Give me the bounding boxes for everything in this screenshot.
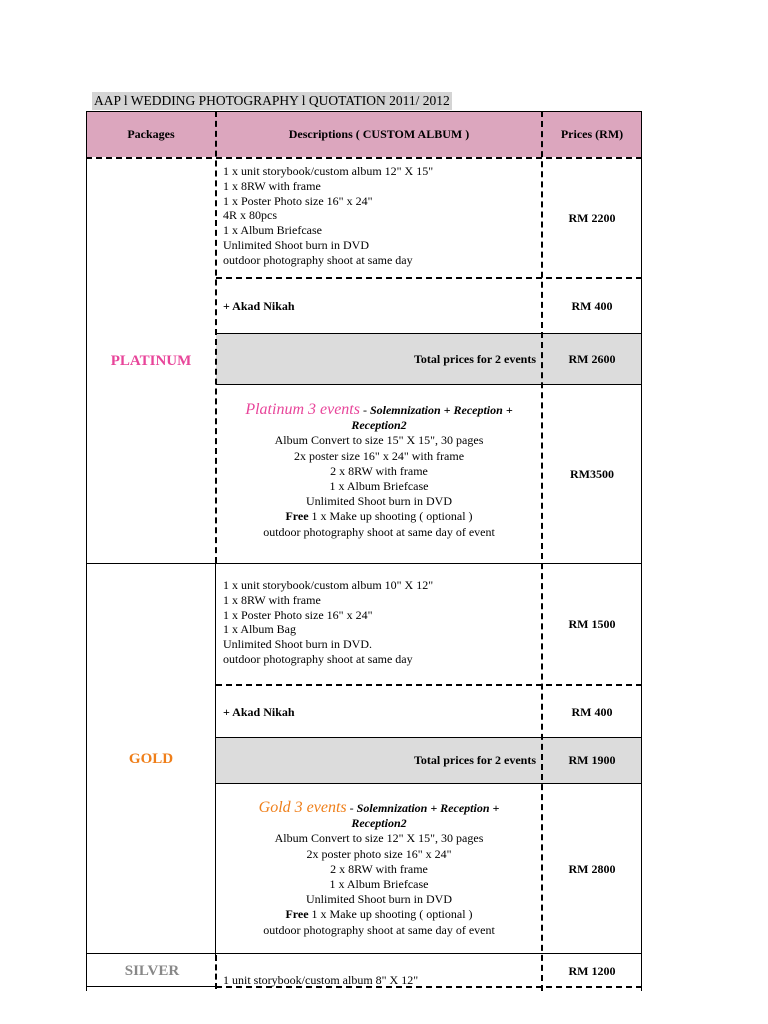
list-item: Album Convert to size 15" X 15", 30 pages	[274, 433, 484, 448]
list-item: 2 x 8RW with frame	[330, 463, 428, 478]
package-gold: GOLD	[128, 750, 174, 767]
row-divider	[216, 783, 642, 784]
table-border-left	[86, 111, 87, 991]
header-divider	[86, 157, 642, 159]
separator: -	[346, 801, 357, 815]
list-item: outdoor photography shoot at same day of event	[263, 524, 495, 539]
gold-akad-price: RM 400	[571, 704, 613, 719]
free-text: 1 x Make up shooting ( optional )	[308, 509, 473, 524]
gold-total-price: RM 1900	[542, 738, 642, 783]
column-divider	[215, 955, 217, 989]
list-item	[216, 907, 542, 922]
platinum-events-subtitle: Solemnization + Reception +	[369, 403, 513, 417]
list-item: 2x poster size 16" x 24" with frame	[293, 448, 465, 463]
list-item: outdoor photography shoot at same day of event	[263, 922, 495, 937]
column-divider	[215, 563, 216, 955]
list-item: Album Convert to size 12" X 15", 30 pages	[274, 831, 484, 846]
column-divider	[541, 111, 543, 991]
platinum-description	[216, 164, 542, 276]
list-item: 1 x Poster Photo size 16" x 24"	[223, 193, 373, 208]
package-platinum: PLATINUM	[110, 352, 192, 369]
gold-events-price: RM 2800	[568, 861, 616, 876]
gold-akad-label: + Akad Nikah	[223, 704, 295, 719]
platinum-3-events	[216, 402, 542, 547]
platinum-price: RM 2200	[568, 210, 616, 225]
list-item: outdoor photography shoot at same day	[223, 252, 413, 267]
list-item: outdoor photography shoot at same day	[223, 651, 413, 666]
header-descriptions: Descriptions ( CUSTOM ALBUM )	[216, 111, 542, 157]
list-item: Unlimited Shoot burn in DVD	[306, 494, 452, 509]
free-text: 1 x Make up shooting ( optional )	[308, 907, 473, 922]
free-label: Free	[285, 509, 309, 524]
section-divider	[86, 953, 642, 954]
row-divider	[216, 684, 642, 686]
list-item: Unlimited Shoot burn in DVD	[306, 892, 452, 907]
gold-total-label: Total prices for 2 events	[216, 738, 542, 783]
column-divider	[215, 111, 217, 563]
gold-3-events	[216, 800, 542, 945]
platinum-akad-label: + Akad Nikah	[223, 298, 295, 313]
silver-cell-bottom	[86, 986, 216, 987]
header-packages: Packages	[86, 111, 216, 157]
table-border-bottom	[216, 986, 642, 988]
silver-first-item: 1 unit storybook/custom album 8" X 12"	[223, 973, 419, 987]
list-item: 1 x unit storybook/custom album 10" X 12"	[223, 578, 434, 592]
list-item: 1 x Album Briefcase	[223, 223, 322, 238]
list-item: 2 x 8RW with frame	[330, 861, 428, 876]
row-divider	[216, 737, 642, 738]
platinum-total-price: RM 2600	[542, 334, 642, 384]
list-item: 4R x 80pcs	[223, 208, 277, 223]
gold-events-subtitle-2: Reception2	[351, 816, 407, 831]
row-divider	[216, 277, 642, 279]
list-item: 2x poster photo size 16" x 24"	[306, 846, 452, 861]
row-divider	[216, 333, 642, 334]
list-item: 1 x Album Briefcase	[329, 877, 429, 892]
row-divider	[216, 384, 642, 385]
document-title: AAP l WEDDING PHOTOGRAPHY l QUOTATION 2011/ 2012	[94, 93, 450, 108]
gold-description	[216, 578, 542, 678]
package-silver: SILVER	[124, 962, 180, 979]
list-item: 1 x 8RW with frame	[223, 178, 321, 193]
list-item	[216, 509, 542, 524]
gold-events-subtitle: Solemnization + Reception +	[356, 801, 500, 815]
list-item: 1 x unit storybook/custom album 12" X 15"	[223, 164, 434, 178]
platinum-events-price: RM3500	[570, 466, 614, 481]
free-label: Free	[285, 907, 309, 922]
platinum-akad-price: RM 400	[571, 298, 613, 313]
header-prices: Prices (RM)	[542, 111, 642, 157]
table-border-right	[641, 111, 642, 991]
platinum-total-label: Total prices for 2 events	[216, 334, 542, 384]
platinum-events-title: Platinum 3 events	[245, 402, 360, 418]
platinum-events-subtitle-2: Reception2	[351, 418, 407, 433]
list-item: Unlimited Shoot burn in DVD.	[223, 637, 372, 652]
gold-events-title: Gold 3 events	[258, 800, 347, 816]
table-border-top	[86, 111, 642, 112]
silver-price: RM 1200	[568, 963, 616, 978]
section-divider	[86, 563, 642, 564]
quotation-table	[86, 111, 642, 991]
list-item: 1 x Poster Photo size 16" x 24"	[223, 607, 373, 622]
list-item: Unlimited Shoot burn in DVD	[223, 237, 369, 252]
gold-price: RM 1500	[568, 616, 616, 631]
list-item: 1 x 8RW with frame	[223, 592, 321, 607]
list-item: 1 x Album Bag	[223, 622, 297, 637]
list-item: 1 x Album Briefcase	[329, 479, 429, 494]
separator: -	[359, 403, 370, 417]
